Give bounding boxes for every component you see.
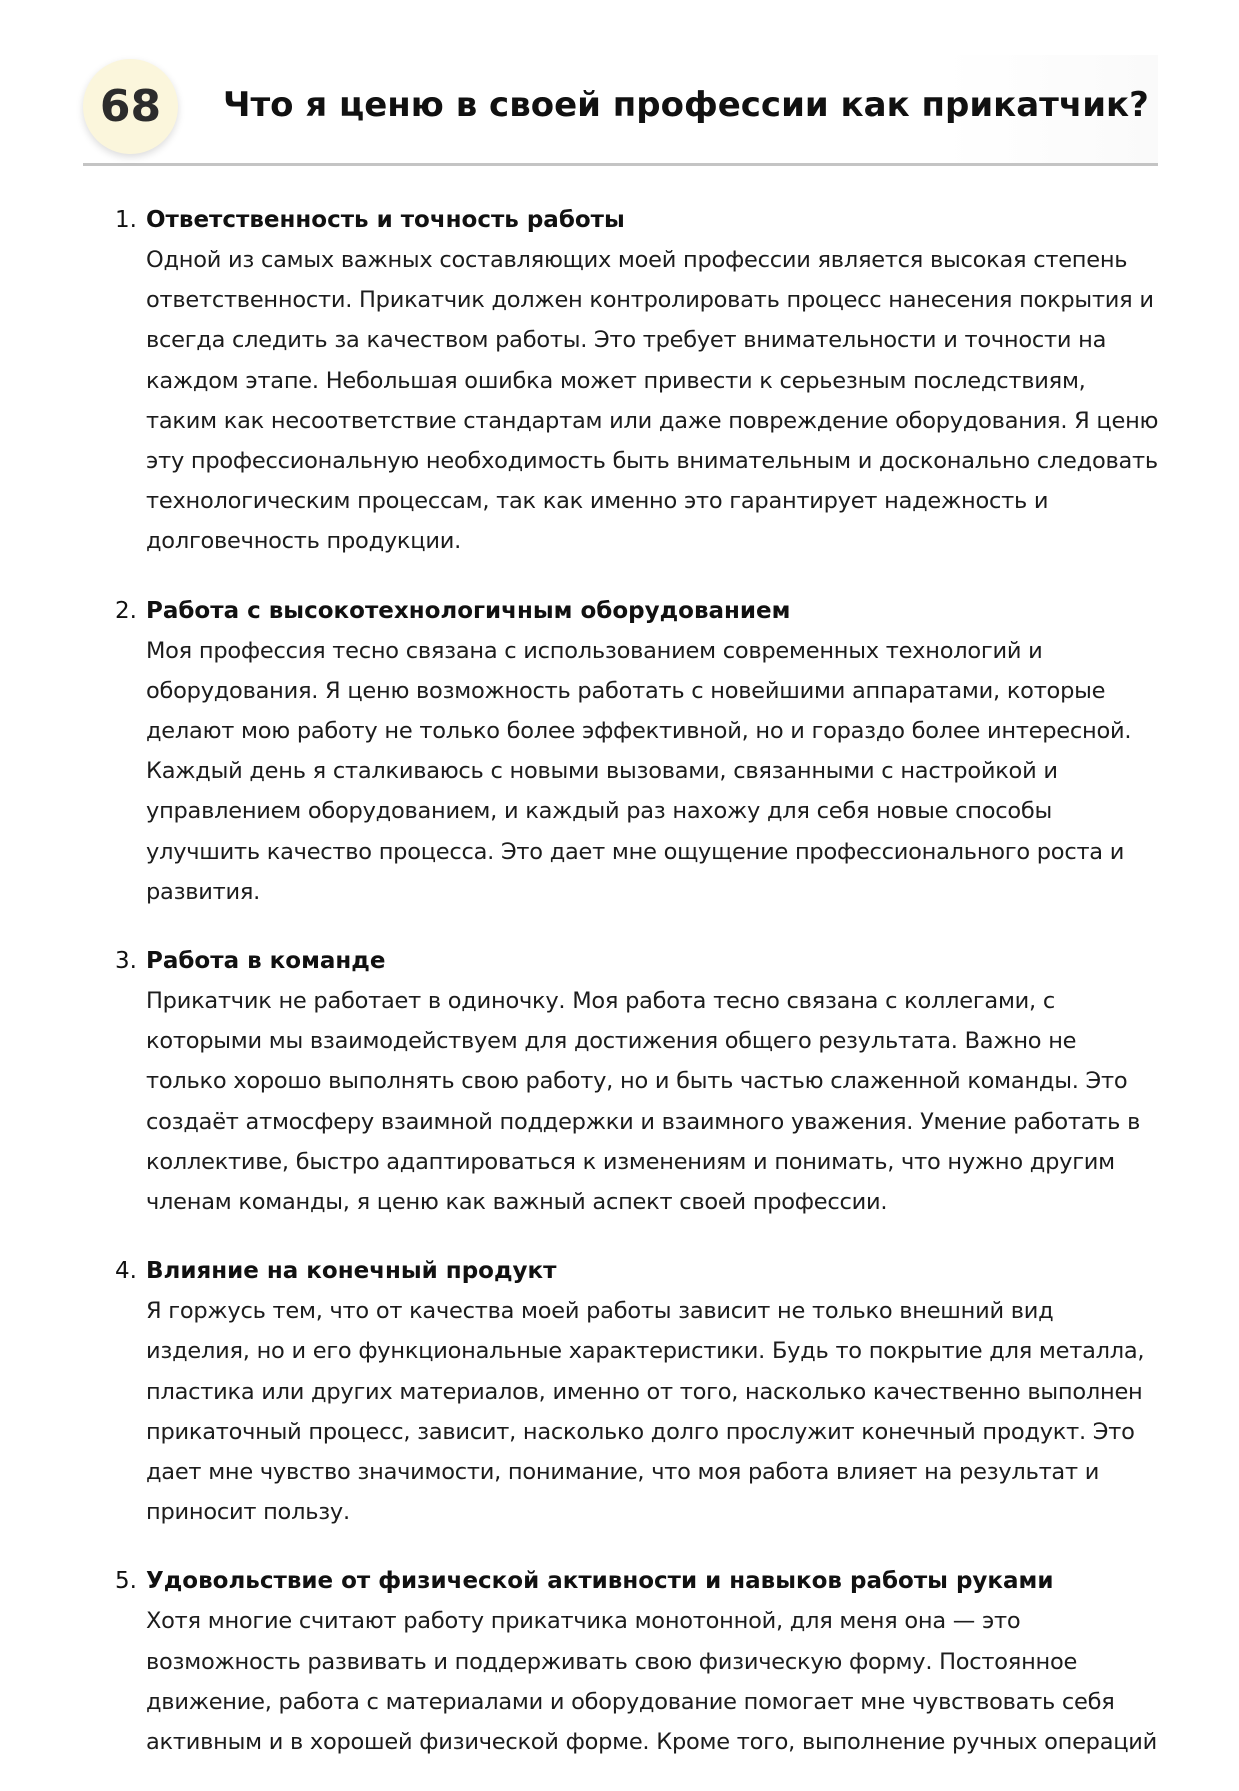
list-item-heading <box>115 200 1160 240</box>
list-item <box>115 200 1160 562</box>
list-item-number: 2. <box>115 597 137 624</box>
list-item-title: Работа с высокотехнологичным оборудованием <box>146 597 791 624</box>
list-item-heading <box>115 941 1160 981</box>
page-title: Что я ценю в своей профессии как прикатчик? <box>223 85 1149 125</box>
list-item <box>115 591 1160 912</box>
list-item-number: 4. <box>115 1258 137 1285</box>
list-item-number: 3. <box>115 948 137 975</box>
page-header <box>83 55 1158 166</box>
page-number-badge: 68 <box>83 59 178 154</box>
list-item <box>115 941 1160 1222</box>
list-item-text: Я горжусь тем, что от качества моей работы зависит не только внешний вид изделия, но и его функциональные характеристики. Будь то покрытие для металла, пластика или других материалов, именно от того, насколько качественно выполнен прикаточный процесс, зависит, насколько долго прослужит конечный продукт. Это дает мне чувство значимости, понимание, что моя работа влияет на результат и приносит пользу. <box>146 1298 1145 1526</box>
list-item-title: Работа в команде <box>146 948 386 975</box>
list-item-heading <box>115 591 1160 631</box>
list-item <box>115 1251 1160 1532</box>
list-item-heading <box>115 1251 1160 1291</box>
list-item-heading <box>115 1561 1160 1601</box>
list-item-title: Удовольствие от физической активности и навыков работы руками <box>146 1568 1054 1595</box>
list-item-text: Одной из самых важных составляющих моей профессии является высокая степень ответственности. Прикатчик должен контролировать процесс нанесения покрытия и всегда следить за качеством работы. Это требует внимательности и точности на каждом этапе. Небольшая ошибка может привести к серьезным последствиям, таким как несоответствие стандартам или даже повреждение оборудования. Я ценю эту профессиональную необходимость быть внимательным и досконально следовать технологическим процессам, так как именно это гарантирует надежность и долговечность продукции. <box>146 247 1159 555</box>
list-item-text: Хотя многие считают работу прикатчика монотонной, для меня она — это возможность развивать и поддерживать свою физическую форму. Постоянное движение, работа с материалами и оборудование помогает мне чувствовать себя активным и в хорошей физической форме. Кроме того, выполнение ручных операций <box>146 1608 1158 1756</box>
list-item-number: 1. <box>115 207 137 233</box>
list-item-title: Влияние на конечный продукт <box>146 1258 557 1285</box>
numbered-list <box>115 200 1160 1791</box>
list-item <box>115 1561 1160 1762</box>
list-item-number: 5. <box>115 1568 137 1595</box>
list-item-text: Моя профессия тесно связана с использованием современных технологий и оборудования. Я ценю возможность работать с новейшими аппаратами, которые делают мою работу не только более эффективной, но и гораздо более интересной. Каждый день я сталкиваюсь с новыми вызовами, связанными с настройкой и управлением оборудованием, и каждый раз нахожу для себя новые способы улучшить качество процесса. Это дает мне ощущение профессионального роста и развития. <box>146 637 1132 905</box>
list-item-title: Ответственность и точность работы <box>146 207 625 233</box>
list-item-text: Прикатчик не работает в одиночку. Моя работа тесно связана с коллегами, с которыми мы взаимодействуем для достижения общего результата. Важно не только хорошо выполнять свою работу, но и быть частью слаженной команды. Это создаёт атмосферу взаимной поддержки и взаимного уважения. Умение работать в коллективе, быстро адаптироваться к изменениям и понимать, что нужно другим членам команды, я ценю как важный аспект своей профессии. <box>146 988 1141 1216</box>
